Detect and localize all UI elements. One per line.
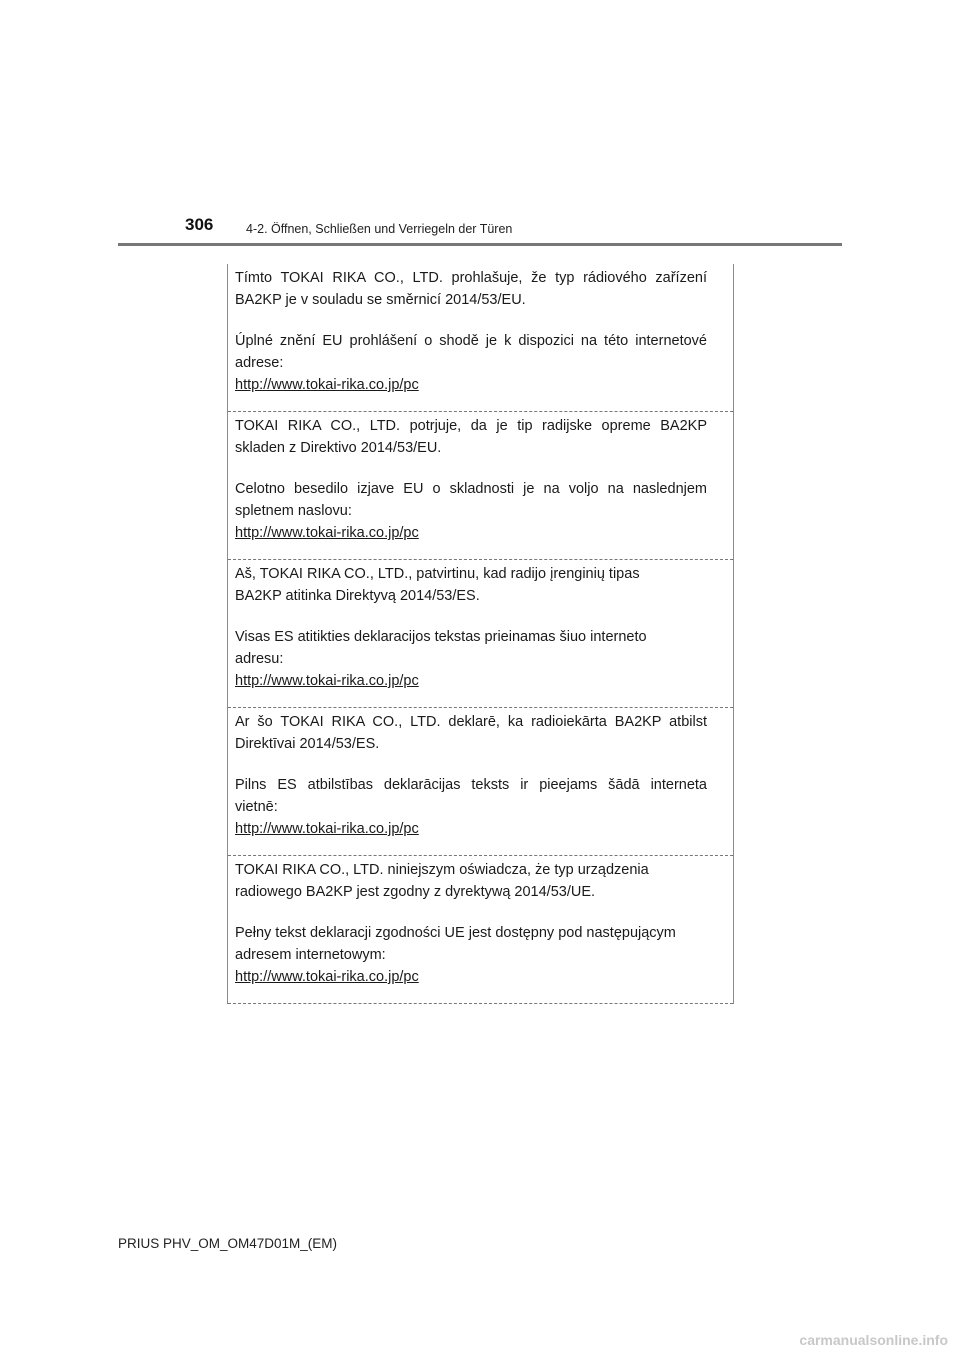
statement-line: Aš, TOKAI RIKA CO., LTD., patvirtinu, kad radijo įrenginių tipas: [235, 566, 640, 582]
page-number: 306: [185, 215, 214, 234]
info-line: Pilns ES atbilstības deklarācijas teksts ir pieejams šādā interneta: [235, 777, 707, 793]
declaration-link[interactable]: http://www.tokai-rika.co.jp/pc: [235, 525, 419, 541]
statement-line: Ar šo TOKAI RIKA CO., LTD. deklarē, ka radioiekārta BA2KP atbilst: [235, 714, 707, 730]
info-line: Pełny tekst deklaracji zgodności UE jest dostępny pod następującym: [235, 925, 676, 941]
footer-doc-id: PRIUS PHV_OM_OM47D01M_(EM): [118, 1236, 338, 1251]
statement-line: BA2KP atitinka Direktyvą 2014/53/ES.: [235, 588, 480, 604]
info-line: spletnem naslovu:: [235, 503, 352, 519]
statement-line: Tímto TOKAI RIKA CO., LTD. prohlašuje, že typ rádiového zařízení: [235, 270, 707, 286]
declaration-link[interactable]: http://www.tokai-rika.co.jp/pc: [235, 969, 419, 985]
info-line: adrese:: [235, 355, 284, 371]
statement-line: BA2KP je v souladu se směrnicí 2014/53/EU.: [235, 292, 526, 308]
info-line: Celotno besedilo izjave EU o skladnosti je na voljo na naslednjem: [235, 481, 707, 497]
statement-line: skladen z Direktivo 2014/53/EU.: [235, 440, 442, 456]
declaration-box-sl: [228, 412, 733, 560]
statement-line: radiowego BA2KP jest zgodny z dyrektywą 2014/53/UE.: [235, 884, 596, 900]
declaration-link[interactable]: http://www.tokai-rika.co.jp/pc: [235, 673, 419, 689]
declaration-box-cs: [228, 264, 733, 412]
info-line: Úplné znění EU prohlášení o shodě je k dispozici na této internetové: [235, 333, 707, 349]
info-line: adresu:: [235, 651, 284, 667]
watermark: carmanualsonline.info: [799, 1332, 948, 1348]
info-line: Visas ES atitikties deklaracijos tekstas prieinamas šiuo interneto: [235, 629, 647, 645]
declaration-box-lt: [228, 560, 733, 708]
info-line: vietnē:: [235, 799, 278, 815]
declaration-box-lv: [228, 708, 733, 856]
declaration-link[interactable]: http://www.tokai-rika.co.jp/pc: [235, 821, 419, 837]
statement-line: TOKAI RIKA CO., LTD. niniejszym oświadcza, że typ urządzenia: [235, 862, 649, 878]
section-title: 4-2. Öffnen, Schließen und Verriegeln der Türen: [246, 222, 513, 236]
info-line: adresem internetowym:: [235, 947, 386, 963]
declaration-table: [227, 264, 734, 1004]
declaration-link[interactable]: http://www.tokai-rika.co.jp/pc: [235, 377, 419, 393]
statement-line: Direktīvai 2014/53/ES.: [235, 736, 380, 752]
declaration-box-pl: [228, 856, 733, 1004]
statement-line: TOKAI RIKA CO., LTD. potrjuje, da je tip radijske opreme BA2KP: [235, 418, 707, 434]
header-rule: [118, 243, 842, 246]
